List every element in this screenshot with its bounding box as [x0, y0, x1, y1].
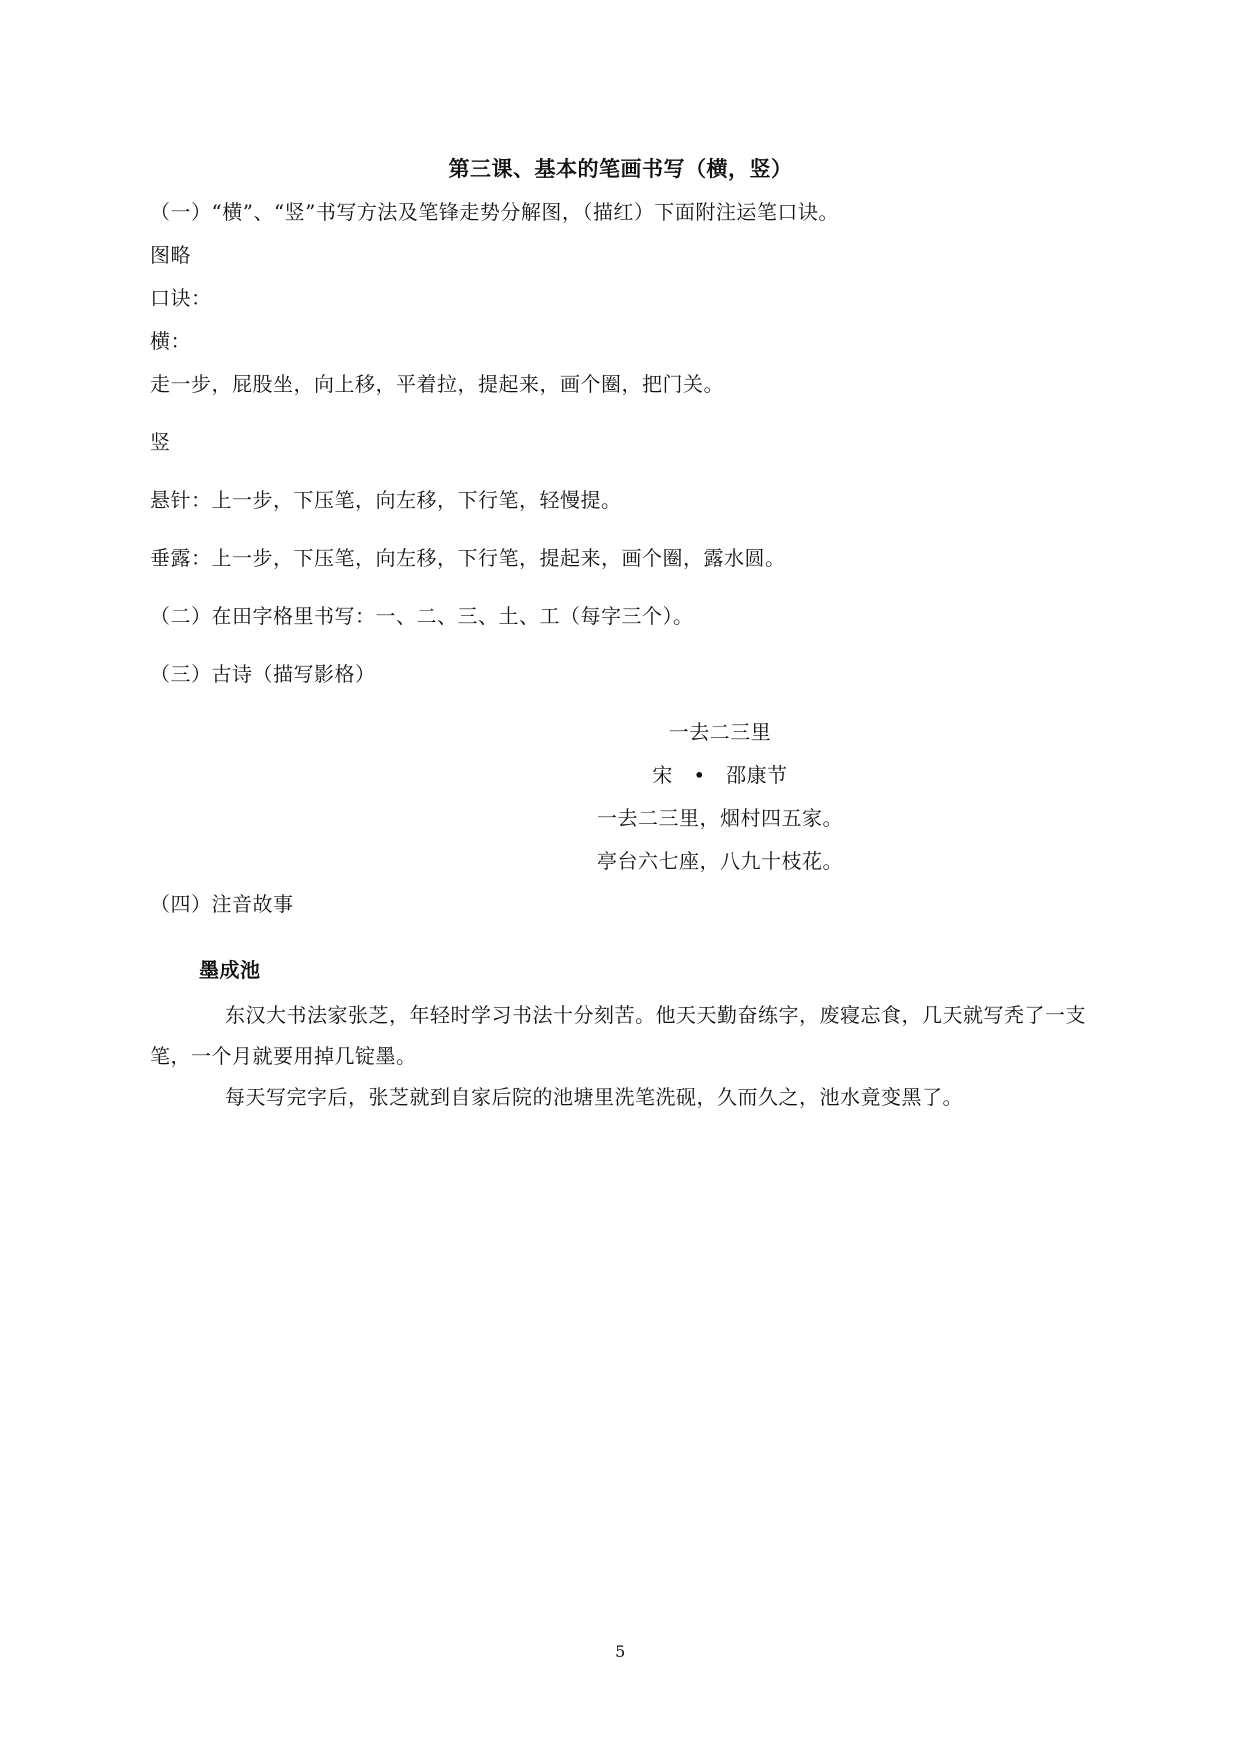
poem-author: 宋 • 邵康节 [652, 763, 788, 787]
heng-mnemonic: 走一步，屁股坐，向上移，平着拉，提起来，画个圈，把门关。 [150, 372, 724, 396]
xuanzhen-mnemonic: 悬针：上一步，下压笔，向左移，下行笔，轻慢提。 [150, 488, 622, 512]
heng-label: 横： [150, 329, 191, 353]
poem-line-1: 一去二三里，烟村四五家。 [597, 806, 843, 830]
shu-label: 竖 [150, 430, 171, 454]
mnemonic-label: 口诀： [150, 286, 212, 310]
page-number: 5 [615, 1642, 626, 1661]
story-paragraph-1: 东汉大书法家张芝，年轻时学习书法十分刻苦。他天天勤奋练字，废寝忘食，几天就写秃了一支笔，一个月就要用掉几锭墨。 [150, 1003, 1086, 1068]
poem-line-2: 亭台六七座，八九十枝花。 [597, 849, 843, 873]
poem-title: 一去二三里 [668, 720, 772, 744]
section-4-heading: （四）注音故事 [150, 892, 294, 916]
story-paragraph-2: 每天写完字后，张芝就到自家后院的池塘里洗笔洗砚，久而久之，池水竟变黑了。 [225, 1085, 963, 1109]
story-title: 墨成池 [199, 958, 261, 982]
chuilu-mnemonic: 垂露：上一步，下压笔，向左移，下行笔，提起来，画个圈，露水圆。 [150, 546, 786, 570]
section-1-heading: （一）“横”、“竖”书写方法及笔锋走势分解图，（描红）下面附注运笔口诀。 [150, 200, 839, 224]
figure-omitted-note: 图略 [150, 243, 191, 267]
section-3-heading: （三）古诗（描写影格） [150, 662, 376, 686]
lesson-title: 第三课、基本的笔画书写（横，竖） [448, 157, 793, 181]
section-2-heading: （二）在田字格里书写：一、二、三、土、工（每字三个）。 [150, 604, 694, 628]
